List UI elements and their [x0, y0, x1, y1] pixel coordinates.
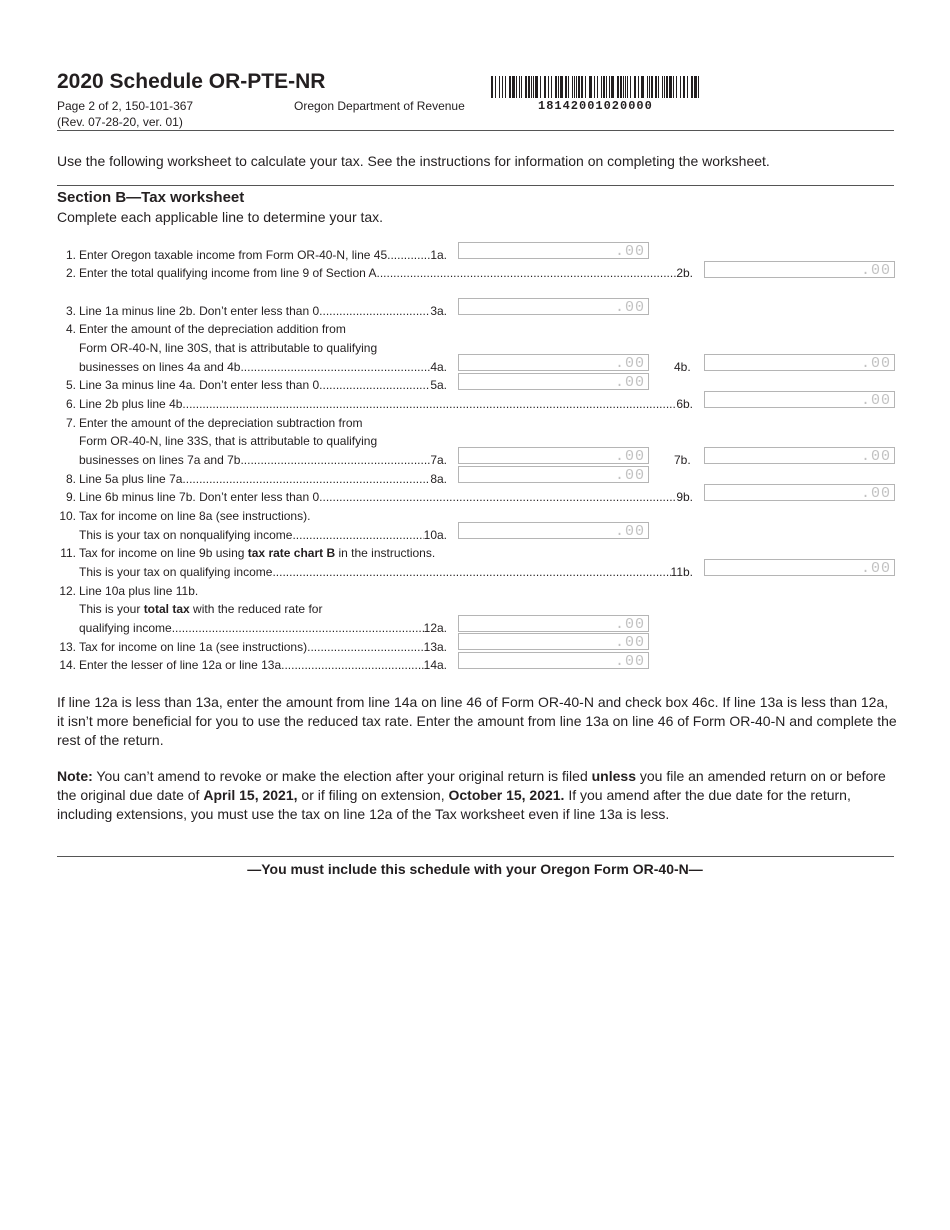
line-text: Line 10a plus line 11b. — [79, 584, 199, 598]
line-ref: 8a. — [430, 472, 447, 486]
line-text: This is your tax on nonqualifying income. — [79, 528, 296, 542]
section-subtitle: Complete each applicable line to determine your tax. — [57, 209, 384, 225]
line-text: Tax for income on line 1a (see instructions) — [79, 640, 308, 654]
header-divider — [57, 130, 894, 131]
line-7a-amount-field[interactable]: .00 — [458, 447, 649, 464]
line-ref: 12a. — [423, 621, 447, 635]
line-text: Enter the lesser of line 12a or line 13a — [79, 658, 282, 672]
line-2b-amount-field[interactable]: .00 — [704, 261, 895, 278]
line-number: 7. — [65, 416, 76, 430]
line-text: Tax for income on line 8a (see instructions). — [79, 509, 311, 523]
line-text: Form OR-40-N, line 30S, that is attributable to qualifying — [79, 341, 378, 355]
line-number: 3. — [65, 304, 76, 318]
line-number: 2. — [65, 266, 76, 280]
line-text: Line 5a plus line 7a — [79, 472, 183, 486]
line-number: 12. — [59, 584, 76, 598]
line-5a-amount-field[interactable]: .00 — [458, 373, 649, 390]
page-info: Page 2 of 2, 150-101-367 — [57, 99, 194, 113]
line-ref: 13a. — [423, 640, 447, 654]
line-3a-amount-field[interactable]: .00 — [458, 298, 649, 315]
barcode-number: 18142001020000 — [538, 99, 653, 113]
line-ref: 5a. — [430, 378, 447, 392]
line-11b-amount-field[interactable]: .00 — [704, 559, 895, 576]
line-text: businesses on lines 4a and 4b — [79, 360, 241, 374]
line-text: Tax for income on line 9b using tax rate chart B in the instructions. — [79, 546, 436, 560]
line-13a-amount-field[interactable]: .00 — [458, 633, 649, 650]
line-4b-amount-field[interactable]: .00 — [704, 354, 895, 371]
line-text: Enter the total qualifying income from line 9 of Section A — [79, 266, 377, 280]
line-ref: 14a. — [423, 658, 447, 672]
line-ref: 11b. — [670, 565, 693, 579]
line-number: 5. — [65, 378, 76, 392]
section-divider — [57, 185, 894, 186]
barcode — [491, 76, 703, 98]
line-ref: 1a. — [430, 248, 447, 262]
line-number: 1. — [65, 248, 76, 262]
revision-info: (Rev. 07-28-20, ver. 01) — [57, 115, 183, 129]
line-ref: 2b. — [676, 266, 693, 280]
line-number: 11. — [60, 546, 76, 560]
line-12a-amount-field[interactable]: .00 — [458, 615, 649, 632]
line-text: Line 3a minus line 4a. Don’t enter less than 0 — [79, 378, 320, 392]
line-10a-amount-field[interactable]: .00 — [458, 522, 649, 539]
section-title: Section B—Tax worksheet — [57, 189, 245, 206]
line-text: Line 2b plus line 4b — [79, 397, 183, 411]
instruction-paragraph: If line 12a is less than 13a, enter the amount from line 14a on line 46 of Form OR-40-N and check box 46c. If line 13a is less than 12a, it isn’t more beneficial for you to use the reduced tax rate. Enter the amount from line 13a on line 46 of Form OR-40-N and complete the rest of the return. — [57, 694, 897, 748]
line-9b-amount-field[interactable]: .00 — [704, 484, 895, 501]
line-4a-amount-field[interactable]: .00 — [458, 354, 649, 371]
line-8a-amount-field[interactable]: .00 — [458, 466, 649, 483]
form-title: 2020 Schedule OR-PTE-NR — [57, 70, 326, 93]
line-text: This is your total tax with the reduced rate for — [79, 602, 323, 616]
line-7b-amount-field[interactable]: .00 — [704, 447, 895, 464]
line-number: 13. — [59, 640, 76, 654]
line-text: Enter Oregon taxable income from Form OR-40-N, line 45 — [79, 248, 388, 262]
line-4b-ref: 4b. — [674, 360, 691, 374]
line-text: Line 6b minus line 7b. Don’t enter less than 0 — [79, 490, 320, 504]
line-ref: 4a. — [430, 360, 447, 374]
footer-note: —You must include this schedule with your Oregon Form OR-40-N— — [247, 861, 703, 877]
line-6b-amount-field[interactable]: .00 — [704, 391, 895, 408]
line-1a-amount-field[interactable]: .00 — [458, 242, 649, 259]
line-number: 4. — [65, 322, 76, 336]
line-text: Form OR-40-N, line 33S, that is attributable to qualifying — [79, 434, 378, 448]
line-text: Enter the amount of the depreciation addition from — [79, 322, 346, 336]
line-text: Line 1a minus line 2b. Don’t enter less than 0 — [79, 304, 320, 318]
line-ref: 9b. — [676, 490, 693, 504]
line-14a-amount-field[interactable]: .00 — [458, 652, 649, 669]
department-name: Oregon Department of Revenue — [294, 99, 465, 113]
line-number: 14. — [59, 658, 76, 672]
line-text: Enter the amount of the depreciation subtraction from — [79, 416, 363, 430]
line-number: 6. — [65, 397, 76, 411]
line-7b-ref: 7b. — [674, 453, 691, 467]
note-paragraph: Note: You can’t amend to revoke or make the election after your original return is filed unless you file an amended return on or before the original due date of April 15, 2021, or if filing on extension, October 15, 2021. If you amend after the due date for the return, including extensions, you must use the tax on line 12a of the Tax worksheet even if line 13a is less. — [57, 768, 886, 822]
line-number: 10. — [59, 509, 76, 523]
line-text: This is your tax on qualifying income — [79, 565, 273, 579]
line-ref: 6b. — [676, 397, 693, 411]
line-number: 9. — [65, 490, 76, 504]
footer-divider — [57, 856, 894, 857]
line-ref: 3a. — [430, 304, 447, 318]
line-ref: 10a. — [423, 528, 447, 542]
intro-text: Use the following worksheet to calculate your tax. See the instructions for information on completing the worksheet. — [57, 153, 770, 169]
line-number: 8. — [65, 472, 76, 486]
line-text: businesses on lines 7a and 7b — [79, 453, 241, 467]
line-ref: 7a. — [430, 453, 447, 467]
line-text: qualifying income — [79, 621, 172, 635]
